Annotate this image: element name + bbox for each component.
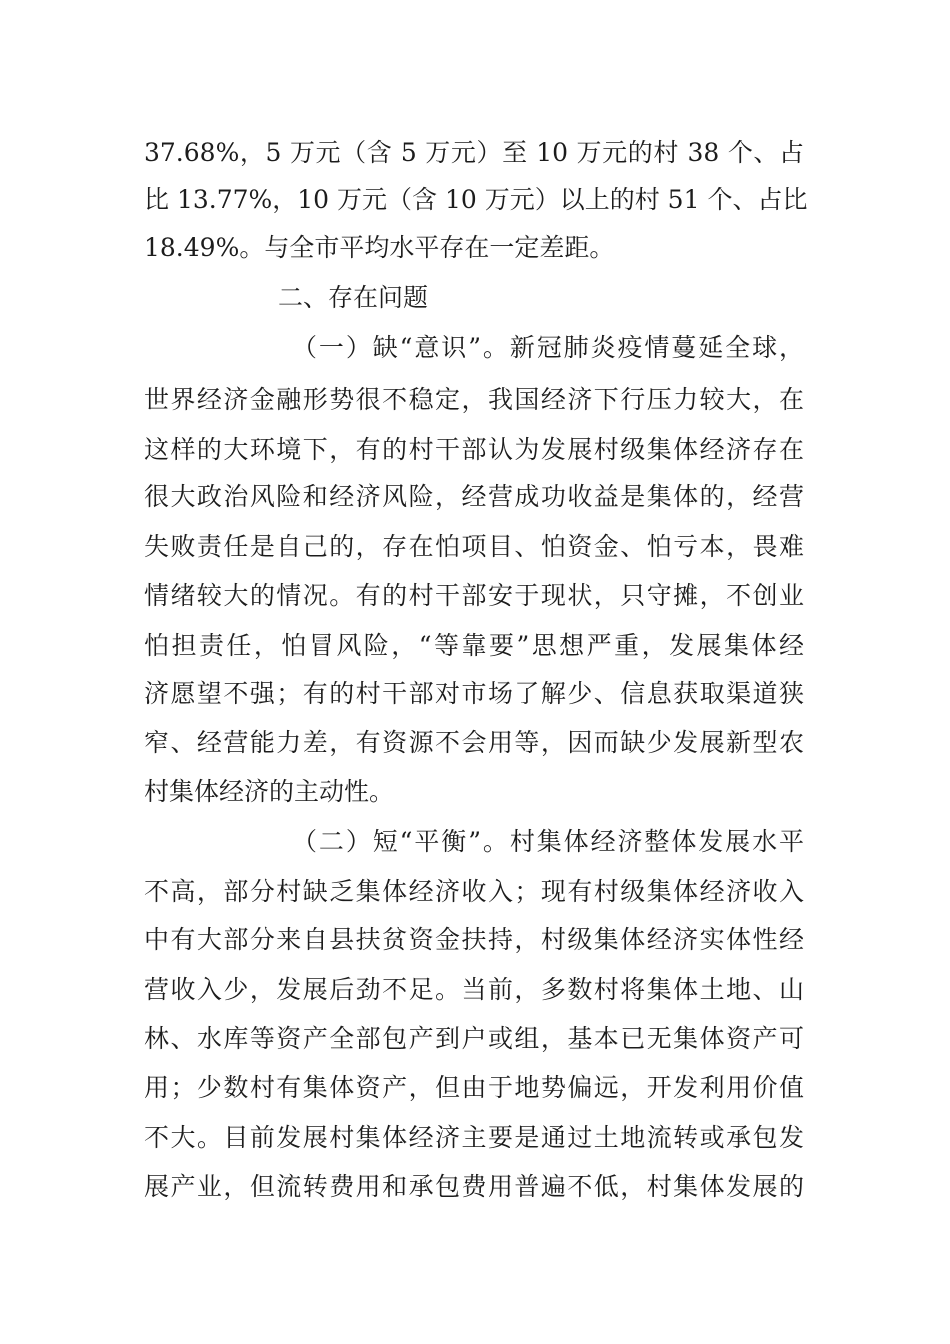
paragraph-line: 济愿望不强；有的村干部对市场了解少、信息获取渠道狭 xyxy=(144,679,804,708)
paragraph-line: 18.49%。与全市平均水平存在一定差距。 xyxy=(144,233,615,262)
paragraph-line: 这样的大环境下，有的村干部认为发展村级集体经济存在 xyxy=(144,435,804,464)
section-heading: 二、存在问题 xyxy=(278,283,429,312)
paragraph-line: 营收入少，发展后劲不足。当前，多数村将集体土地、山 xyxy=(144,975,804,1004)
paragraph-line: 37.68%，5 万元（含 5 万元）至 10 万元的村 38 个、占 xyxy=(144,138,804,167)
paragraph-line: 窄、经营能力差，有资源不会用等，因而缺少发展新型农 xyxy=(144,728,804,757)
paragraph-line: 失败责任是自己的，存在怕项目、怕资金、怕亏本，畏难 xyxy=(144,532,804,561)
paragraph-line: 林、水库等资产全部包产到户或组，基本已无集体资产可 xyxy=(144,1024,804,1053)
paragraph-line: 中有大部分来自县扶贫资金扶持，村级集体经济实体性经 xyxy=(144,925,804,954)
paragraph-line: 世界经济金融形势很不稳定，我国经济下行压力较大，在 xyxy=(144,385,804,414)
paragraph-line: 情绪较大的情况。有的村干部安于现状，只守摊，不创业 xyxy=(144,581,804,610)
paragraph-line: 不大。目前发展村集体经济主要是通过土地流转或承包发 xyxy=(144,1123,804,1152)
paragraph-line: 用；少数村有集体资产，但由于地势偏远，开发利用价值 xyxy=(144,1073,804,1102)
subsection-heading-line: （二）短“平衡”。村集体经济整体发展水平 xyxy=(292,827,804,856)
paragraph-line: 怕担责任，怕冒风险，“等靠要”思想严重，发展集体经 xyxy=(144,631,804,660)
paragraph-line: 比 13.77%，10 万元（含 10 万元）以上的村 51 个、占比 xyxy=(144,185,808,214)
paragraph-line: 不高，部分村缺乏集体经济收入；现有村级集体经济收入 xyxy=(144,877,804,906)
paragraph-line: 展产业，但流转费用和承包费用普遍不低，村集体发展的 xyxy=(144,1172,804,1201)
paragraph-line: 村集体经济的主动性。 xyxy=(144,777,395,806)
subsection-heading-line: （一）缺“意识”。新冠肺炎疫情蔓延全球， xyxy=(292,333,804,362)
paragraph-line: 很大政治风险和经济风险，经营成功收益是集体的，经营 xyxy=(144,482,804,511)
